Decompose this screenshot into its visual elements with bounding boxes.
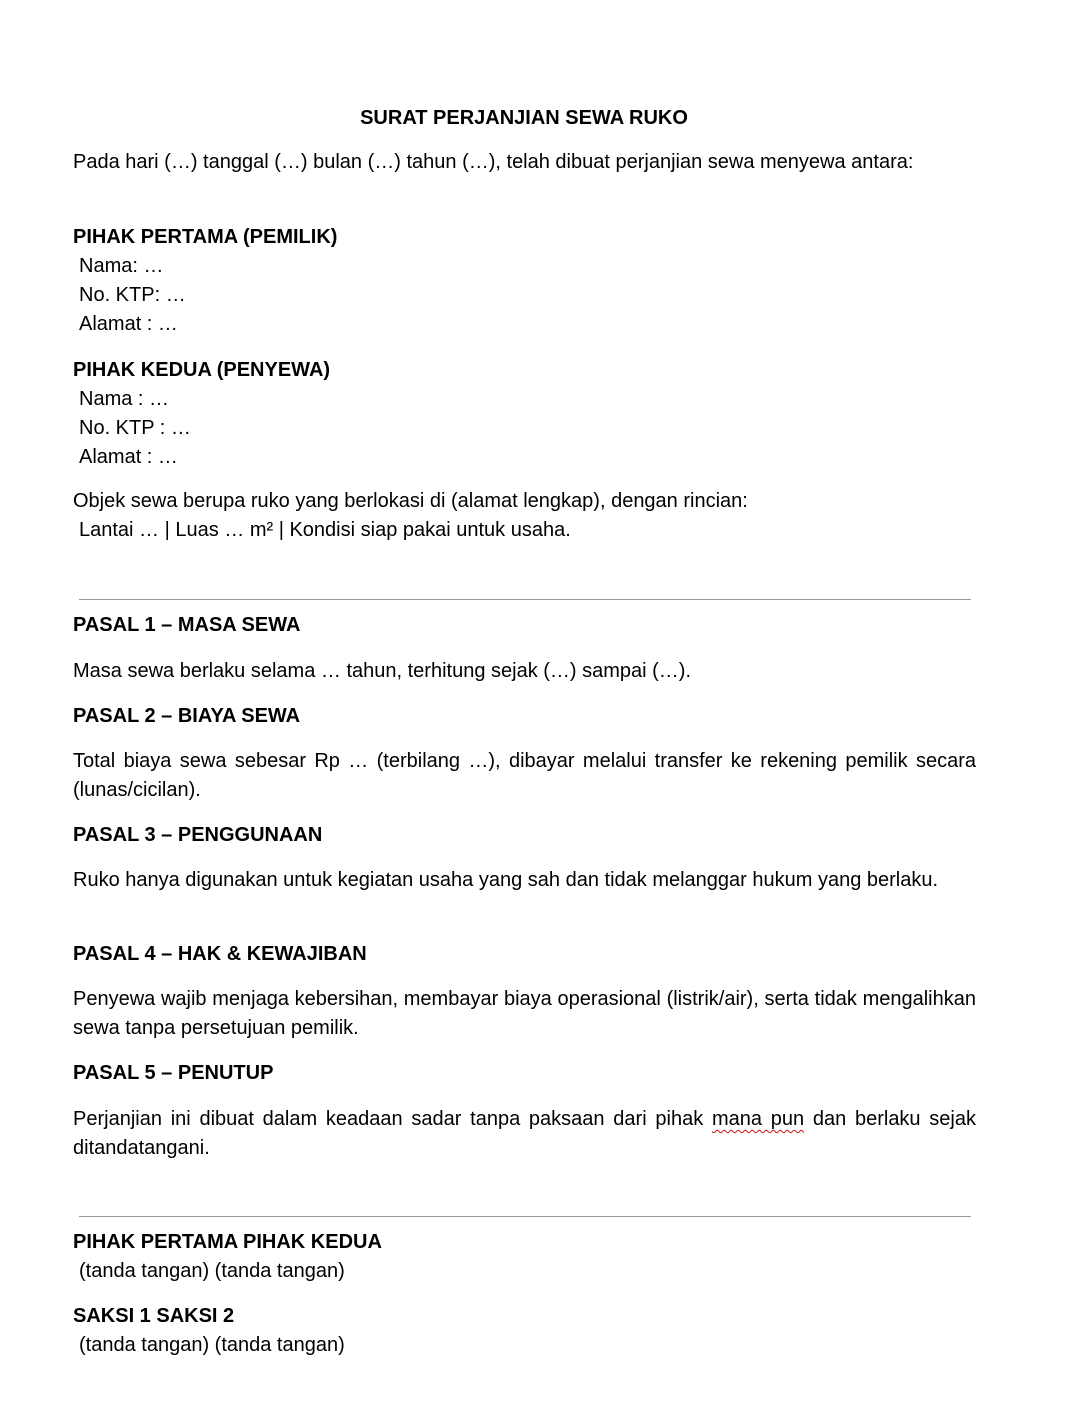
signature-parties-heading: PIHAK PERTAMA PIHAK KEDUA — [73, 1231, 382, 1253]
pasal-3-heading: PASAL 3 – PENGGUNAAN — [73, 824, 323, 846]
horizontal-rule — [79, 1216, 971, 1217]
intro-paragraph[interactable]: Pada hari (…) tanggal (…) bulan (…) tahun (…), telah dibuat perjanjian sewa menyewa antara: — [73, 151, 914, 173]
pihak-pertama-alamat: Alamat : … — [79, 313, 178, 335]
pasal-4-heading: PASAL 4 – HAK & KEWAJIBAN — [73, 943, 367, 965]
pasal-4-text: Penyewa wajib menjaga kebersihan, membayar biaya operasional (listrik/air), serta tidak mengalihkan sewa tanpa persetujuan pemilik. — [73, 988, 976, 1039]
signature-parties-lines: (tanda tangan) (tanda tangan) — [79, 1260, 345, 1282]
pasal-5-heading: PASAL 5 – PENUTUP — [73, 1062, 274, 1084]
spellcheck-flagged-word[interactable]: mana pun — [711, 1108, 805, 1130]
objek-paragraph: Objek sewa berupa ruko yang berlokasi di (alamat lengkap), dengan rincian: — [73, 490, 748, 512]
pihak-pertama-heading: PIHAK PERTAMA (PEMILIK) — [73, 226, 338, 248]
pasal-5-text — [73, 1105, 976, 1163]
pasal-1-heading: PASAL 1 – MASA SEWA — [73, 614, 301, 636]
signature-witness-lines: (tanda tangan) (tanda tangan) — [79, 1334, 345, 1356]
objek-rincian: Lantai … | Luas … m² | Kondisi siap pakai untuk usaha. — [79, 519, 571, 541]
pasal-3-text: Ruko hanya digunakan untuk kegiatan usaha yang sah dan tidak melanggar hukum yang berlaku. — [73, 869, 939, 891]
pihak-pertama-ktp: No. KTP: … — [79, 284, 186, 306]
horizontal-rule — [79, 599, 971, 600]
pihak-kedua-ktp: No. KTP : … — [79, 417, 191, 439]
pihak-pertama-nama: Nama: … — [79, 255, 164, 277]
pihak-kedua-alamat: Alamat : … — [79, 446, 178, 468]
pasal-2-text: Total biaya sewa sebesar Rp … (terbilang …), dibayar melalui transfer ke rekening pemilik secara (lunas/cicilan). — [73, 750, 976, 801]
pasal-1-text: Masa sewa berlaku selama … tahun, terhitung sejak (…) sampai (…). — [73, 660, 692, 682]
document-title: SURAT PERJANJIAN SEWA RUKO — [360, 107, 688, 129]
pihak-kedua-nama: Nama : … — [79, 388, 170, 410]
pihak-kedua-heading: PIHAK KEDUA (PENYEWA) — [73, 359, 331, 381]
pasal-5-text-start: Perjanjian ini dibuat dalam keadaan sadar tanpa paksaan dari pihak — [73, 1108, 712, 1130]
pasal-2-heading: PASAL 2 – BIAYA SEWA — [73, 705, 301, 727]
signature-witness-heading: SAKSI 1 SAKSI 2 — [73, 1305, 235, 1327]
pasal-5-text-end: dan berlaku sejak ditandatangani. — [73, 1108, 976, 1159]
